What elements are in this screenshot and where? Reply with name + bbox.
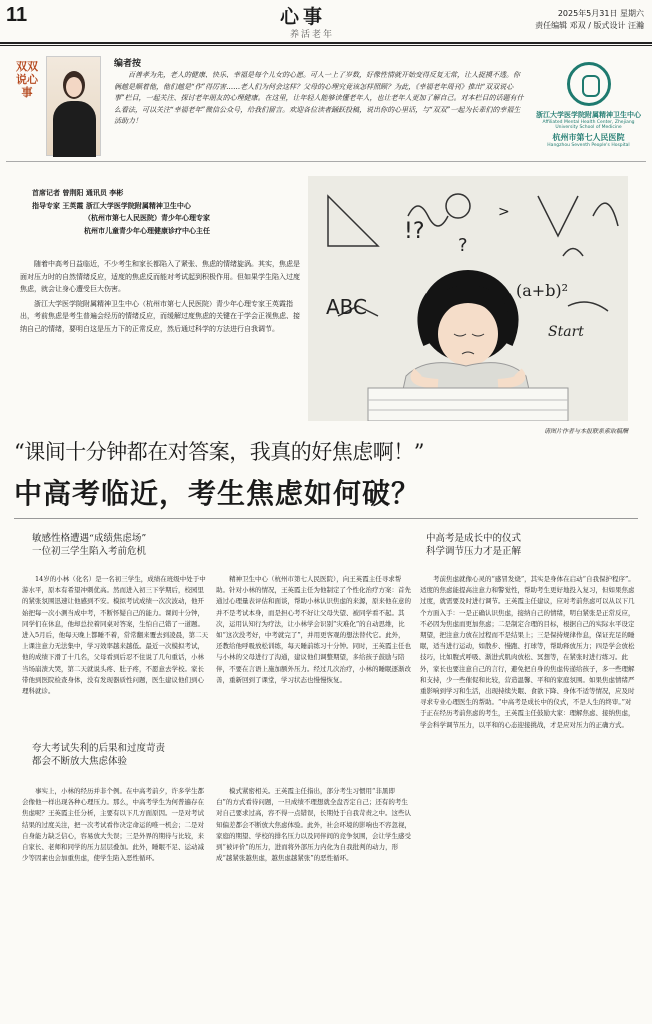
svg-text:(a+b)²: (a+b)² [516, 281, 569, 300]
subheading-line: 科学调节压力才是正解 [426, 546, 522, 557]
subheading-line: 夸大考试失利的后果和过度苛责 [32, 743, 166, 754]
body-column-2a [216, 574, 411, 726]
subheading-line: 一位初三学生陷入考前危机 [32, 546, 147, 557]
section-title: 心事 [280, 6, 327, 28]
body-paragraph: 考前焦虑就像心灵的“感冒发烧”，其实是身体在启动“自我保护程序”。适度的焦虑能提高注意力和警觉性，帮助考生更好地投入复习，但如果焦虑过度，就需要及时进行调节。王英霞主任建议，应对考前焦虑可以从以下几个方面入手：一是正确认识焦虑，接纳自己的情绪，明白紧张是正常反应，不必因为焦虑而更加焦虑；二是制定合理的目标，根据自己的实际水平设定期望，把注意力放在过程而不是结果上；三是保持规律作息，保证充足的睡眠，适当进行运动，如散步、慢跑、打球等，帮助释放压力；四是学会放松技巧，比如腹式呼吸、渐进式肌肉放松、冥想等，在紧张时进行练习。此外，家长也要注意自己的言行，避免把自身的焦虑传递给孩子，多一些理解和支持，少一些催促和比较，营造温馨、平和的家庭氛围。如果焦虑情绪严重影响到学习和生活，出现持续失眠、食欲下降、身体不适等情况，应及时寻求专业心理医生的帮助。“中高考是成长中的仪式，不是人生的终审。”对于正在经历考前焦虑的考生，王英霞主任鼓励大家：理解焦虑、接纳焦虑，学会科学调节压力，以平和的心态迎接挑战，才是应对压力的正确方式。 [420, 575, 635, 729]
editor-note-label: 编者按 [114, 59, 142, 69]
section-subtitle: 养活老年 [290, 30, 335, 40]
svg-text:Start: Start [548, 324, 584, 340]
hospital-logo [531, 62, 646, 157]
anxious-student-illustration [308, 176, 628, 421]
date-text: 2025年5月31日 星期六 [557, 9, 644, 18]
svg-text:ABC: ABC [326, 295, 368, 319]
hospital-emblem-icon [567, 62, 611, 106]
body-paragraph: 模式紧密相关。王英霞主任指出，部分考生习惯用“非黑即白”的方式看待问题，一旦成绩不理想就全盘否定自己；还有的考生对自己要求过高，容不得一点错误，长期处于自我苛责之中。这些认知偏差都会不断放大焦虑体验。此外，社会环境的影响也不容忽视，家庭的期望、学校的排名压力以及同伴间的竞争氛围，会让学生感受到“被评价”的压力，进而将外部压力内化为自我批判的动力，形成“越紧张越焦虑，越焦虑越紧张”的恶性循环。 [216, 787, 411, 863]
byline-reporter: 首席记者 曾荆阳 通讯员 李彬 [32, 188, 124, 197]
issue-date [535, 8, 644, 32]
subheading-line: 都会不断放大焦虑体验 [32, 756, 128, 767]
editor-note-text: 百善孝为先，老人的健康、快乐、幸福是每个儿女的心愿。可人一上了岁数，好像性情就开始变得反复无常，让人捉摸不透。你俩越是顺着他，他们越是“作”得厉害……老人们为何会这样？父母的心理究竟该怎样照顾？为此，《幸福老年周刊》推出“双双说心事”栏目，一起关注、探讨老年朋友的心理健康。在这里，让年轻人能够读懂老年人，也让老年人更加了解自己。对本栏目的话题有什么看法，可以关注“幸福老年”微信公众号，给我们留言。欢迎各位读者踊跃投稿，说出你的心里话，与“双双”一起为长辈们的幸福生活助力！ [114, 71, 524, 125]
lead-paragraph: 浙江大学医学院附属精神卫生中心（杭州市第七人民医院）青少年心理专家王英霞指出，考前焦虑是考生普遍会经历的情绪反应，而缓解过度焦虑的关键在于学会正视焦虑、接纳自己的情绪，要明白这是压力下的正常反应，然后通过科学的方法进行自我调节。 [20, 299, 300, 333]
byline [32, 187, 302, 237]
illustration-caption: 请图片作者与本报联系索取稿酬 [543, 428, 628, 435]
svg-text:>: > [498, 204, 510, 220]
subheading-2 [32, 742, 272, 768]
svg-text:!?: !? [404, 219, 425, 244]
headline-rule [14, 518, 638, 519]
body-paragraph: 14岁的小林（化名）是一名初三学生，成绩在班级中处于中游水平，原本有希望冲刺优高。然而进入初三下学期后，校园里的紧张氛围迅速让他感到不安。模拟考试成绩一次次波动，他开始把每一次小测当成中考，不断怀疑自己的能力。课间十分钟，同学们在休息，他却总拉着同桌对答案，生怕自己错了一道题。进入5月后，他每天晚上都睡不着，常常翻来覆去到凌晨，第二天上课注意力无法集中，学习效率越来越低。最近一次模拟考试，他的成绩下滑了十几名，父母看到后忍不住说了几句重话，小林当场崩溃大哭，第二天就说头疼、肚子疼，不愿意去学校。家长带他到医院检查身体，没有发现器质性问题，医生建议他们到心理科就诊。 [22, 575, 209, 696]
body-paragraph: 精神卫生中心（杭州市第七人民医院），向王英霞主任寻求帮助。针对小林的情况，王英霞主任为他制定了个性化治疗方案：首先通过心理量表评估和面谈，帮助小林认识焦虑的来源，原来他在意的并不是考试本身，而是担心考不好让父母失望、被同学看不起。其次，运用认知行为疗法，让小林学会识别“灾难化”的自动思维，比如“这次没考好，中考就完了”，并用更客观的想法替代它。此外，还教给他呼吸放松训练，每天睡前练习十分钟。同时，王英霞主任也与小林的父母进行了沟通，建议他们调整期望，多给孩子鼓励与陪伴，不要在言语上施加额外压力。经过几次治疗，小林的睡眠逐渐改善，重新回到了课堂，学习状态也慢慢恢复。 [216, 575, 411, 684]
logo-school-en: Affiliated Mental Health Center, Zhejiang University School of Medicine [542, 120, 635, 130]
columnist-photo [46, 56, 101, 156]
body-column-3 [420, 574, 636, 1018]
illustration [308, 176, 628, 435]
byline-expert: 指导专家 王英霞 浙江大学医学院附属精神卫生中心 [32, 200, 191, 210]
column-intro-box [6, 52, 646, 162]
page-number: 11 [6, 4, 28, 26]
header-rule-thin [0, 45, 652, 46]
byline-expert-role: 杭州市儿童青少年心理健康诊疗中心主任 [84, 225, 210, 235]
header-rule [0, 42, 652, 44]
body-column-2b [216, 786, 411, 1018]
svg-text:?: ? [458, 235, 468, 256]
headline-main: 中高考临近，考生焦虑如何破？ [14, 477, 421, 510]
subheading-1 [32, 532, 272, 558]
body-paragraph: 事实上，小林的经历并非个例。在中高考前夕，许多学生都会像他一样出现各种心理压力。那么，中高考学生为何普遍存在焦虑呢？王英霞主任分析，主要有以下几方面原因。一是对考试结果的过度关注，把一次考试看作决定命运的唯一机会；二是对自身能力缺乏信心，容易放大失误；三是外界的期待与比较，来自家长、老师和同学的压力层层叠加。此外，睡眠不足、运动减少等因素也会加重焦虑，使学生陷入恶性循环。 [22, 787, 204, 863]
subheading-3 [426, 532, 636, 558]
byline-expert-title: （杭州市第七人民医院）青少年心理专家 [84, 213, 210, 222]
logo-hospital-en: Hangzhou Seventh People's Hospital [547, 143, 630, 148]
editor-credits: 责任编辑 邓双 / 版式设计 汪瀚 [535, 21, 644, 30]
lead-paragraphs [20, 258, 306, 337]
lead-paragraph: 随着中高考日益临近，不少考生和家长都陷入了紧张、焦虑的情绪旋涡。其实，焦虑是面对压力时的自然情绪反应，适度的焦虑反而能对考试起到积极作用。但如果学生陷入过度焦虑，就会让身心遭受巨大伤害。 [20, 260, 300, 293]
logo-hospital: 杭州市第七人民医院 [552, 133, 625, 142]
body-column-1a [22, 574, 210, 726]
headline-quote: “课间十分钟都在对答案，我真的好焦虑啊！” [14, 440, 424, 464]
body-column-1b [22, 786, 210, 1018]
subheading-line: 敏感性格遭遇“成绩焦虑场” [32, 533, 147, 544]
page-header [0, 0, 652, 44]
logo-school: 浙江大学医学院附属精神卫生中心 [536, 110, 641, 119]
column-side-label: 双双说心事 [16, 60, 38, 99]
subheading-line: 中高考是成长中的仪式 [426, 533, 522, 544]
